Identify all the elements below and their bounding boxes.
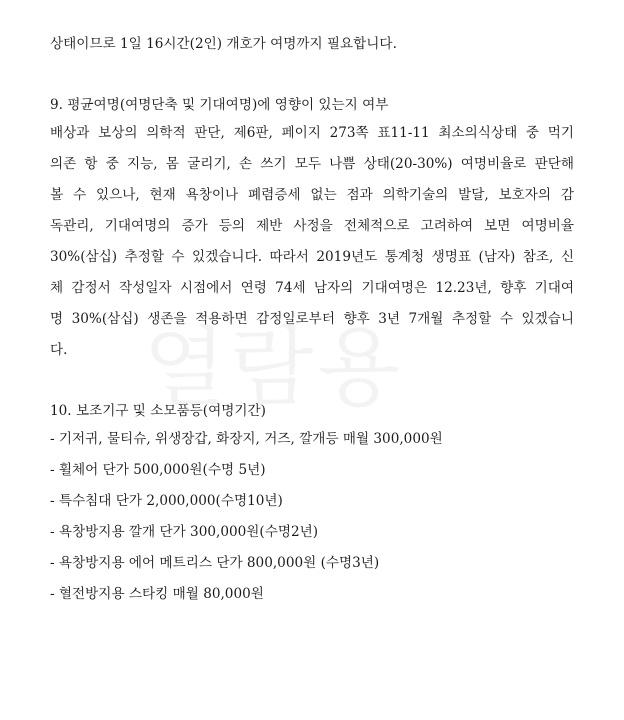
section-9-line: 의존 항 중 지능, 몸 굴리기, 손 쓰기 모두 나쁨 상태(20-30%) 여명비율로 판단해 bbox=[50, 156, 574, 172]
list-item: - 휠체어 단가 500,000원(수명 5년) bbox=[50, 462, 266, 478]
intro-line: 상태이므로 1일 16시간(2인) 개호가 여명까지 필요합니다. bbox=[50, 36, 397, 52]
section-9-line: 볼 수 있으나, 현재 욕창이나 폐렴증세 없는 점과 의학기술의 발달, 보호자의 감 bbox=[50, 187, 574, 203]
list-item: - 특수침대 단가 2,000,000(수명10년) bbox=[50, 493, 283, 509]
section-9-line: 명 30%(삼십) 생존을 적용하면 감정일로부터 향후 3년 7개월 추정할 수 있겠습니 bbox=[50, 311, 574, 327]
section-9-line: 배상과 보상의 의학적 판단, 제6판, 페이지 273쪽 표11-11 최소의식상태 중 먹기 bbox=[50, 125, 574, 141]
list-item: - 기저귀, 물티슈, 위생장갑, 화장지, 거즈, 깔개등 매월 300,000원 bbox=[50, 431, 443, 447]
section-9-line: 체 감정서 작성일자 시점에서 연령 74세 남자의 기대여명은 12.23년, 향후 기대여 bbox=[50, 280, 574, 296]
section-9-line: 30%(삼십) 추정할 수 있겠습니다. 따라서 2019년도 통계청 생명표 (남자) 참조, 신 bbox=[50, 249, 574, 265]
list-item: - 욕창방지용 깔개 단가 300,000원(수명2년) bbox=[50, 524, 319, 540]
section-10-heading: 10. 보조기구 및 소모품등(여명기간) bbox=[50, 403, 266, 419]
list-item: - 혈전방지용 스타킹 매월 80,000원 bbox=[50, 586, 264, 602]
list-item: - 욕창방지용 에어 메트리스 단가 800,000원 (수명3년) bbox=[50, 555, 380, 571]
section-9-line: 독관리, 기대여명의 증가 등의 제반 사정을 전체적으로 고려하여 보면 여명비율 bbox=[50, 218, 574, 234]
section-9-heading: 9. 평균여명(여명단축 및 기대여명)에 영향이 있는지 여부 bbox=[50, 97, 389, 113]
section-9-line: 다. bbox=[50, 342, 68, 358]
